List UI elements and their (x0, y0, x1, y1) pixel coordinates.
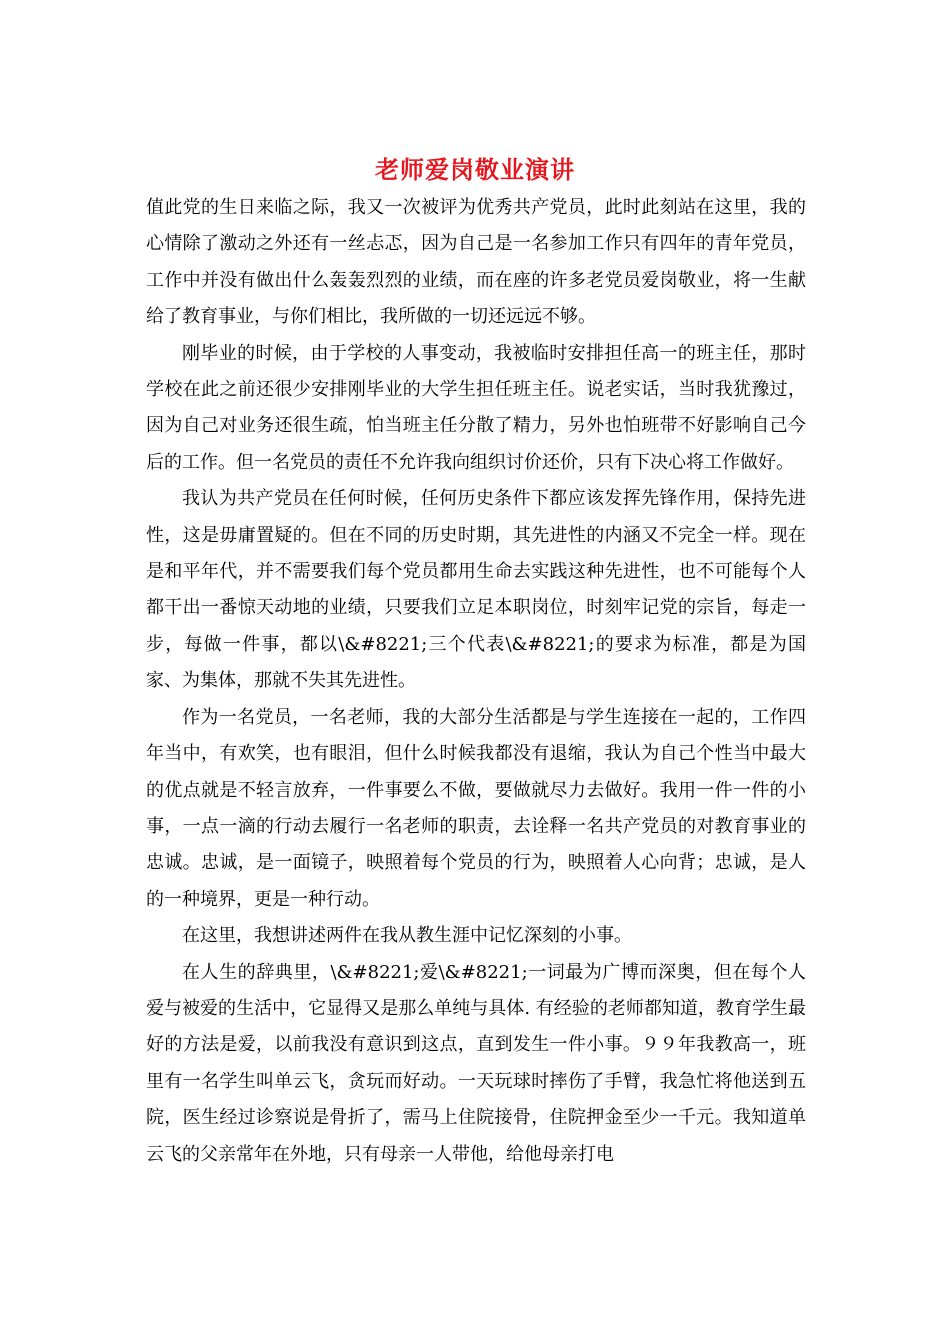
paragraph: 在人生的辞典里，\&#8221;爱\&#8221;一词最为广博而深奥，但在每个人爱与被爱的生活中，它显得又是那么单纯与具体. 有经验的老师都知道，教育学生最好的方法是爱，以前我没有意识到这点，直到发生一件小事。９９年我教高一，班里有一名学生叫单云飞，贪玩而好动。一天玩球时摔伤了手臂，我急忙将他送到五院，医生经过诊察说是骨折了，需马上住院接骨，住院押金至少一千元。我知道单云飞的父亲常年在外地，只有母亲一人带他，给他母亲打电 (146, 961, 806, 1165)
paragraph: 刚毕业的时候，由于学校的人事变动，我被临时安排担任高一的班主任，那时学校在此之前还很少安排刚毕业的大学生担任班主任。说老实话，当时我犹豫过，因为自己对业务还很生疏，怕当班主任分散了精力，另外也怕班带不好影响自己今后的工作。但一名党员的责任不允许我向组织讨价还价，只有下决心将工作做好。 (146, 342, 806, 473)
document-title: 老师爱岗敬业演讲 (375, 155, 575, 184)
paragraph: 我认为共产党员在任何时候，任何历史条件下都应该发挥先锋作用，保持先进性，这是毋庸置疑的。但在不同的历史时期，其先进性的内涵又不完全一样。现在是和平年代，并不需要我们每个党员都用生命去实践这种先进性，也不可能每个人都干出一番惊天动地的业绩，只要我们立足本职岗位，时刻牢记党的宗旨，每走一步，每做一件事，都以\&#8221;三个代表\&#8221;的要求为标准，都是为国家、为集体，那就不失其先进性。 (146, 488, 806, 692)
paragraph: 在这里，我想讲述两件在我从教生涯中记忆深刻的小事。 (182, 925, 632, 947)
paragraph: 值此党的生日来临之际，我又一次被评为优秀共产党员，此时此刻站在这里，我的心情除了激动之外还有一丝忐忑，因为自己是一名参加工作只有四年的青年党员，工作中并没有做出什么轰轰烈烈的业绩，而在座的许多老党员爱岗敬业，将一生献给了教育事业，与你们相比，我所做的一切还远远不够。 (146, 197, 806, 328)
document-body (146, 190, 806, 1173)
paragraph: 作为一名党员，一名老师，我的大部分生活都是与学生连接在一起的，工作四年当中，有欢笑，也有眼泪，但什么时候我都没有退缩，我认为自己个性当中最大的优点就是不轻言放弃，一件事要么不做，要做就尽力去做好。我用一件一件的小事，一点一滴的行动去履行一名老师的职责，去诠释一名共产党员的对教育事业的忠诚。忠诚，是一面镜子，映照着每个党员的行为，映照着人心向背；忠诚，是人的一种境界，更是一种行动。 (146, 706, 806, 910)
